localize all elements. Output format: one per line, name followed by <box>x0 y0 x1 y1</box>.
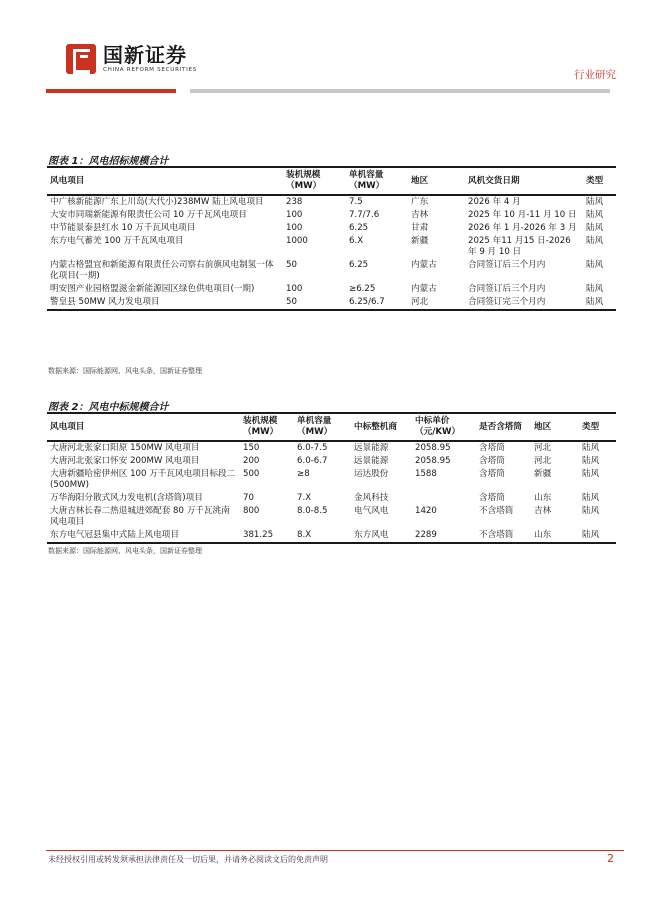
table-cell: 陆风 <box>582 456 600 466</box>
table-cell: 河北 <box>534 443 552 453</box>
table-header-row <box>47 167 616 195</box>
table-cell: 6.25/6.7 <box>349 297 385 307</box>
table-cell: 广东 <box>411 197 429 207</box>
table-cell: 7.7/7.6 <box>349 210 380 220</box>
column-header: 风机交货日期 <box>468 175 520 186</box>
table-cell: 吉林 <box>411 210 429 220</box>
table-cell: 陆风 <box>586 297 604 307</box>
column-header: 地区 <box>411 175 429 186</box>
table-cell: 河北 <box>411 297 429 307</box>
table-cell: 万华海阳分散式风力发电机(含塔筒)项目 <box>50 493 203 503</box>
table-cell: 50 <box>286 260 297 270</box>
table-cell: 大唐河北张家口怀安 200MW 风电项目 <box>50 456 200 466</box>
company-logo <box>66 44 197 78</box>
table-row <box>47 468 616 492</box>
table-row <box>47 529 616 543</box>
table-cell: 内蒙古格盟宜和新能源有限责任公司察右前旗风电制氢一体化项目(一期) <box>50 260 274 281</box>
table-cell: ≥6.25 <box>349 284 376 294</box>
table-cell: 合同签订后三个月内 <box>468 260 546 270</box>
table-cell: 不含塔筒 <box>479 506 514 516</box>
table-cell: 2058.95 <box>415 456 451 466</box>
table-cell: 陆风 <box>582 530 600 540</box>
column-header: 单机容量（MW） <box>297 416 333 437</box>
table-cell: 2058.95 <box>415 443 451 453</box>
column-header: 装机规模（MW） <box>243 416 279 437</box>
table-cell: 含塔筒 <box>479 456 505 466</box>
table-cell: 100 <box>286 210 303 220</box>
table-cell: 6.0-6.7 <box>297 456 328 466</box>
table-row <box>47 455 616 468</box>
column-header: 中标单价（元/KW） <box>415 416 461 437</box>
table-cell: 中节能景泰县红水 10 万千瓦风电项目 <box>50 223 196 233</box>
table-row <box>47 505 616 529</box>
table-cell: 50 <box>286 297 297 307</box>
table-cell: 山东 <box>534 493 552 503</box>
table-cell: 河北 <box>534 456 552 466</box>
table-cell: 东方电气冠县集中式陆上风电项目 <box>50 530 179 540</box>
table-cell: 陆风 <box>586 197 604 207</box>
table-cell: 运达股份 <box>354 469 389 479</box>
table-cell: 电气风电 <box>354 506 389 516</box>
table-cell: 新疆 <box>411 236 429 246</box>
table-cell: 远景能源 <box>354 443 389 453</box>
table-cell: 陆风 <box>582 443 600 453</box>
table-cell: 800 <box>243 506 260 516</box>
table-cell: 陆风 <box>586 223 604 233</box>
table-cell: 6.25 <box>349 260 369 270</box>
table-cell: 大唐河北张家口阳原 150MW 风电项目 <box>50 443 200 453</box>
table-cell: 6.25 <box>349 223 369 233</box>
table-cell: 8.0-8.5 <box>297 506 328 516</box>
table-cell: 陆风 <box>582 469 600 479</box>
table-cell: 合同签订后三个月内 <box>468 284 546 294</box>
table-cell: 明安图产业园格盟滋金新能源园区绿色供电项目(一期) <box>50 284 255 294</box>
table-cell: 2026 年 1 月-2026 年 3 月 <box>468 223 577 233</box>
table-cell: 8.X <box>297 530 312 540</box>
column-header: 风电项目 <box>50 175 85 186</box>
column-header: 是否含塔筒 <box>479 421 522 432</box>
disclaimer-text: 未经授权引用或转发须承担法律责任及一切后果，并请务必阅读文后的免责声明 <box>48 855 328 864</box>
table-cell: 金风科技 <box>354 493 389 503</box>
table-cell: 大唐吉林长春二热退城进郊配套 80 万千瓦洮南风电项目 <box>50 506 230 527</box>
table-cell: 6.X <box>349 236 364 246</box>
column-header: 装机规模（MW） <box>286 170 322 191</box>
table-cell: 陆风 <box>586 210 604 220</box>
section-label: 行业研究 <box>574 69 616 81</box>
table-cell: 甘肃 <box>411 223 429 233</box>
column-header: 类型 <box>582 421 600 432</box>
table1-title: 图表 1：风电招标规模合计 <box>48 156 169 167</box>
header-accent-bar <box>46 89 176 93</box>
table-cell: 500 <box>243 469 260 479</box>
table-cell: 警皇县 50MW 风力发电项目 <box>50 297 160 307</box>
table-cell: 不含塔筒 <box>479 530 514 540</box>
footer-divider <box>46 850 624 851</box>
table2-source: 数据来源：国际能源网、风电头条，国新证券整理 <box>48 547 202 555</box>
table-cell: 山东 <box>534 530 552 540</box>
table-cell: ≥8 <box>297 469 310 479</box>
column-header: 地区 <box>534 421 552 432</box>
table-cell: 2025 年 10 月-11 月 10 日 <box>468 210 577 220</box>
table-cell: 70 <box>243 493 254 503</box>
table-cell: 1000 <box>286 236 308 246</box>
table-cell: 7.5 <box>349 197 363 207</box>
table-cell: 100 <box>286 223 303 233</box>
table-header-row <box>47 413 616 441</box>
table-cell: 内蒙古 <box>411 260 437 270</box>
table-cell: 远景能源 <box>354 456 389 466</box>
table2-title: 图表 2：风电中标规模合计 <box>48 402 169 413</box>
table-cell: 东方风电 <box>354 530 389 540</box>
table-cell <box>412 492 476 505</box>
table-cell: 1420 <box>415 506 437 516</box>
table-cell: 大唐新疆哈密伊州区 100 万千瓦风电项目标段二(500MW) <box>50 469 236 490</box>
table-cell: 吉林 <box>534 506 552 516</box>
table-cell: 100 <box>286 284 303 294</box>
table-cell: 新疆 <box>534 469 552 479</box>
table-row <box>47 283 616 296</box>
table-row <box>47 296 616 310</box>
logo-name-en: CHINA REFORM SECURITIES <box>103 67 197 73</box>
table-cell: 东方电气蓄羌 100 万千瓦风电项目 <box>50 236 184 246</box>
logo-emblem-icon <box>66 44 96 74</box>
table-cell: 2025 年11 月15 日-2026 年 9 月 10 日 <box>468 236 571 257</box>
table-cell: 7.X <box>297 493 312 503</box>
table-cell: 2026 年 4 月 <box>468 197 521 207</box>
winning-bid-table <box>47 412 616 544</box>
header-divider-bar <box>190 89 610 93</box>
table1-source: 数据来源：国际能源网、风电头条，国新证券整理 <box>48 367 202 375</box>
table-row <box>47 195 616 209</box>
table-cell: 陆风 <box>582 493 600 503</box>
table-cell: 1588 <box>415 469 437 479</box>
table-cell: 陆风 <box>586 260 604 270</box>
table-cell: 合同签订完三个月内 <box>468 297 546 307</box>
table-cell: 238 <box>286 197 303 207</box>
column-header: 风电项目 <box>50 421 85 432</box>
logo-name-cn: 国新证券 <box>103 43 187 67</box>
table-cell: 200 <box>243 456 260 466</box>
table-cell: 内蒙古 <box>411 284 437 294</box>
table-cell: 2289 <box>415 530 437 540</box>
table-cell: 含塔筒 <box>479 493 505 503</box>
table-row <box>47 222 616 235</box>
table-row <box>47 235 616 259</box>
table-row <box>47 209 616 222</box>
table-cell: 381.25 <box>243 530 274 540</box>
table-cell: 150 <box>243 443 260 453</box>
table-cell: 陆风 <box>586 284 604 294</box>
column-header: 中标整机商 <box>354 421 397 432</box>
bidding-scale-table <box>47 166 616 311</box>
table-cell: 大安市同瑞新能源有限责任公司 10 万千瓦风电项目 <box>50 210 247 220</box>
table-row <box>47 441 616 455</box>
table-cell: 6.0-7.5 <box>297 443 328 453</box>
table-cell: 中广核新能源广东上川岛(大代小)238MW 陆上风电项目 <box>50 197 264 207</box>
table-row <box>47 492 616 505</box>
table-cell: 含塔筒 <box>479 469 505 479</box>
column-header: 类型 <box>586 175 604 186</box>
table-cell: 含塔筒 <box>479 443 505 453</box>
column-header: 单机容量（MW） <box>349 170 385 191</box>
page-number: 2 <box>607 852 614 865</box>
table-cell: 陆风 <box>586 236 604 246</box>
table-row <box>47 259 616 283</box>
table-cell: 陆风 <box>582 506 600 516</box>
